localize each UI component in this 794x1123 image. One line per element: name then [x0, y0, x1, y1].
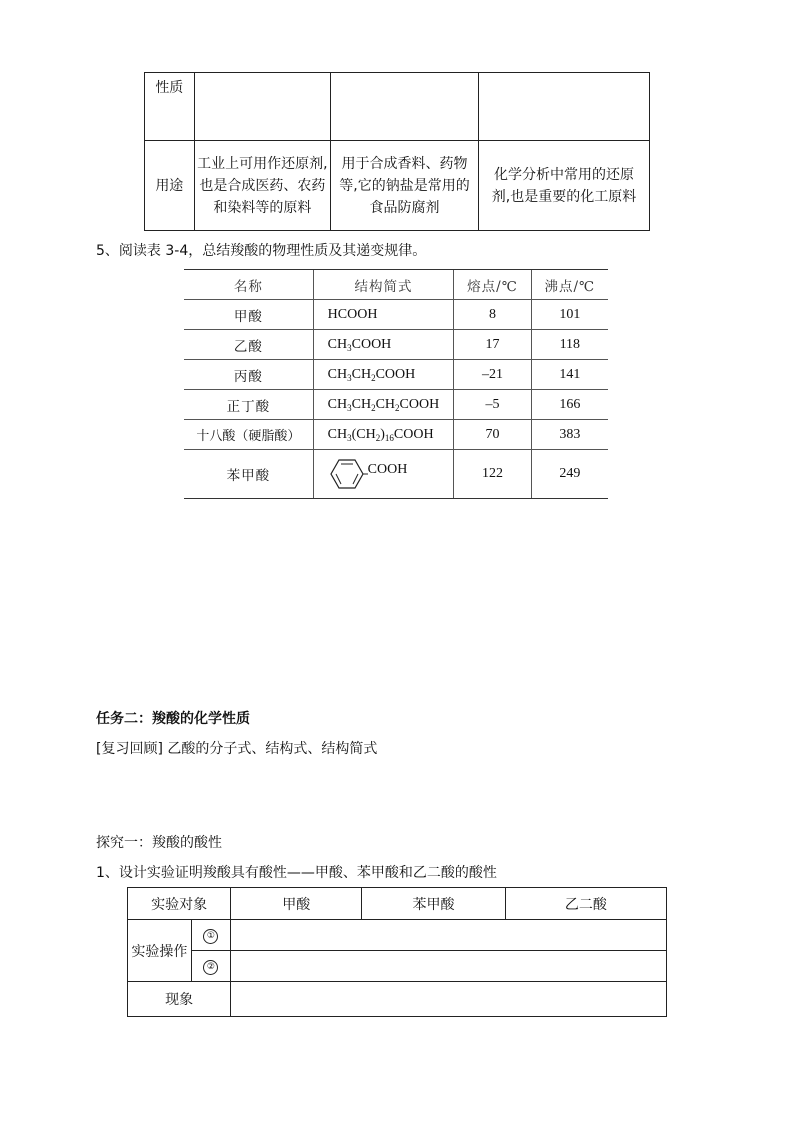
header-formic-acid: 甲酸	[231, 888, 362, 920]
acid-name: 十八酸（硬脂酸）	[184, 420, 313, 450]
step-1-answer[interactable]	[231, 920, 667, 951]
acid-formula: $CH_3CH_2COOH$	[313, 360, 454, 390]
phenomenon-answer[interactable]	[231, 982, 667, 1017]
table-cell: 用于合成香料、药物等,它的钠盐是常用的食品防腐剂	[331, 141, 479, 231]
question-5: 5、阅读表 3-4，总结羧酸的物理性质及其递变规律。	[96, 243, 427, 259]
table-cell	[331, 73, 479, 141]
table-header-row	[128, 888, 667, 920]
table-cell: 化学分析中常用的还原剂,也是重要的化工原料	[478, 141, 649, 231]
boiling-point: 249	[531, 450, 608, 499]
table-header-row	[184, 270, 608, 300]
header-oxalic-acid: 乙二酸	[505, 888, 666, 920]
acid-formula: $CH_3(CH_2)_{16}COOH$	[313, 420, 454, 450]
row-label-uses: 用途	[145, 141, 195, 231]
table-row	[184, 390, 608, 420]
boiling-point: 141	[531, 360, 608, 390]
table-cell	[478, 73, 649, 141]
acid-formula: $CH_3COOH$	[313, 330, 454, 360]
benzene-ring-icon	[328, 457, 368, 491]
melting-point: 8	[454, 300, 531, 330]
operation-label: 实验操作	[128, 920, 192, 982]
boiling-point: 166	[531, 390, 608, 420]
acid-formula: HCOOH	[313, 300, 454, 330]
boiling-point: 101	[531, 300, 608, 330]
acid-name: 乙酸	[184, 330, 313, 360]
phenomenon-label: 现象	[128, 982, 231, 1017]
boiling-point: 383	[531, 420, 608, 450]
table-row	[184, 420, 608, 450]
acid-name: 苯甲酸	[184, 450, 313, 499]
table-row	[128, 951, 667, 982]
table-row	[145, 141, 650, 231]
step-2-marker: ②	[203, 960, 218, 975]
task2-heading: 任务二：羧酸的化学性质	[96, 711, 250, 727]
acid-name: 丙酸	[184, 360, 313, 390]
acid-name: 甲酸	[184, 300, 313, 330]
melting-point: –5	[454, 390, 531, 420]
header-boiling-point: 沸点/℃	[531, 270, 608, 300]
header-melting-point: 熔点/℃	[454, 270, 531, 300]
table-row	[184, 330, 608, 360]
explore-1-heading: 探究一：羧酸的酸性	[96, 835, 222, 851]
table-row	[145, 73, 650, 141]
boiling-point: 118	[531, 330, 608, 360]
carboxylic-acid-table	[184, 269, 608, 499]
table-row	[128, 920, 667, 951]
acid-formula	[313, 450, 454, 499]
header-formula: 结构简式	[313, 270, 454, 300]
table-row	[184, 360, 608, 390]
row-label-properties: 性质	[145, 73, 195, 141]
header-name: 名称	[184, 270, 313, 300]
melting-point: 70	[454, 420, 531, 450]
review-text: [复习回顾] 乙酸的分子式、结构式、结构简式	[96, 741, 378, 757]
table-cell	[194, 73, 330, 141]
melting-point: 122	[454, 450, 531, 499]
acid-name: 正丁酸	[184, 390, 313, 420]
acid-formula: $CH_3CH_2CH_2COOH$	[313, 390, 454, 420]
question-1: 1、设计实验证明羧酸具有酸性——甲酸、苯甲酸和乙二酸的酸性	[96, 865, 497, 881]
benzoic-formula-text: COOH	[367, 462, 408, 478]
table-cell: 工业上可用作还原剂,也是合成医药、农药和染料等的原料	[194, 141, 330, 231]
step-1-cell	[191, 920, 230, 951]
properties-uses-table	[144, 72, 650, 231]
melting-point: –21	[454, 360, 531, 390]
table-row	[184, 300, 608, 330]
table-row	[128, 982, 667, 1017]
header-subject: 实验对象	[128, 888, 231, 920]
step-2-answer[interactable]	[231, 951, 667, 982]
table-row	[184, 450, 608, 499]
step-2-cell	[191, 951, 230, 982]
step-1-marker: ①	[203, 929, 218, 944]
header-benzoic-acid: 苯甲酸	[362, 888, 505, 920]
melting-point: 17	[454, 330, 531, 360]
experiment-table	[127, 887, 667, 1017]
